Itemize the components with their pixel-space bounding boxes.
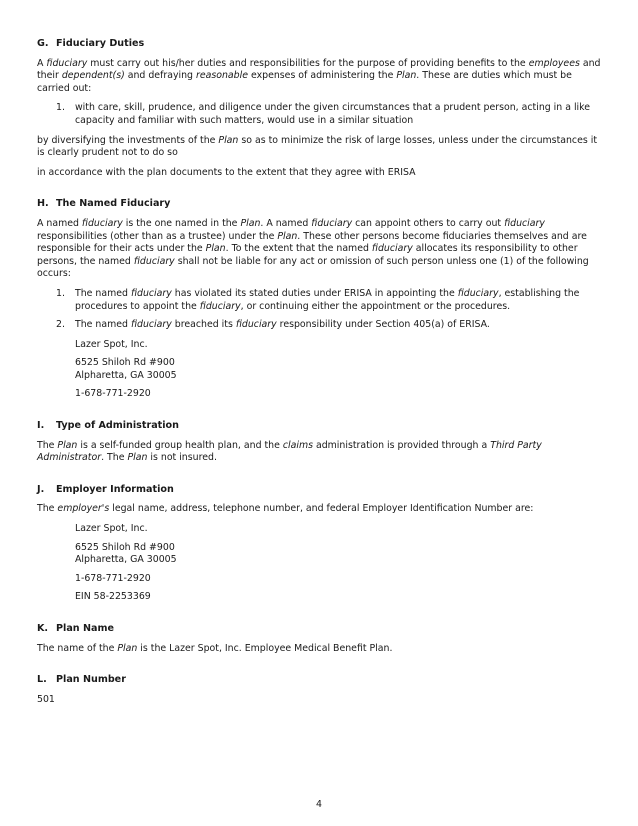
address: 6525 Shiloh Rd #900 Alpharetta, GA 30005 — [75, 541, 177, 566]
page-number: 4 — [316, 799, 322, 810]
section-heading: J. Employer Information — [37, 483, 174, 495]
list-item: 1. The named fiduciary has violated its stated duties under ERISA in appointing the fiduciary, establishing the procedures to appoint the fiduciary, or continuing either the appointment or the procedures. — [56, 287, 580, 312]
address-block — [75, 523, 601, 604]
paragraph: A named fiduciary is the one named in the Plan. A named fiduciary can appoint others to carry out fiduciary responsibilities (other than as a trustee) under the Plan. These other persons become fiduciaries themselves and are responsible for their acts under the Plan. To the extent that the named fiduciary allocates its responsibility to other persons, the named fiduciary shall not be liable for any act or omission of such person unless one (1) of the following occurs: — [37, 217, 589, 280]
address: 6525 Shiloh Rd #900 Alpharetta, GA 30005 — [75, 357, 177, 381]
list-item: 1. with care, skill, prudence, and diligence under the given circumstances that a prudent person, acting in a like capacity and familiar with such matters, would use in a similar situation — [56, 102, 591, 126]
paragraph: A fiduciary must carry out his/her duties and responsibilities for the purpose of providing benefits to the employees and their dependent(s) and defraying reasonable expenses of administering the Plan. These are duties which must be carried out: — [37, 57, 601, 94]
document-page — [37, 38, 601, 725]
section-heading: G. Fiduciary Duties — [37, 38, 145, 49]
plan-number-value: 501 — [37, 693, 55, 705]
company-name: Lazer Spot, Inc. — [75, 523, 148, 535]
numbered-list — [37, 288, 601, 332]
section-plan-number — [37, 674, 601, 706]
paragraph: The name of the Plan is the Lazer Spot, Inc. Employee Medical Benefit Plan. — [37, 642, 393, 654]
paragraph: The employer's legal name, address, telephone number, and federal Employer Identification Number are: — [37, 503, 534, 515]
paragraph: by diversifying the investments of the Plan so as to minimize the risk of large losses, unless under the circumstances it is clearly prudent not to do so — [37, 134, 597, 159]
section-heading: L. Plan Number — [37, 674, 126, 686]
paragraph: The Plan is a self-funded group health plan, and the claims administration is provided through a Third Party Administrator. The Plan is not insured. — [37, 439, 542, 464]
ein-number: EIN 58-2253369 — [75, 591, 151, 603]
address-block — [75, 339, 601, 401]
section-fiduciary-duties — [37, 38, 601, 179]
phone-number: 1-678-771-2920 — [75, 572, 151, 584]
section-plan-name — [37, 623, 601, 655]
company-name: Lazer Spot, Inc. — [75, 338, 148, 350]
section-type-of-administration — [37, 420, 601, 465]
paragraph: in accordance with the plan documents to the extent that they agree with ERISA — [37, 166, 416, 178]
list-item: 2. The named fiduciary breached its fiduciary responsibility under Section 405(a) of ERISA. — [56, 319, 490, 331]
section-heading: K. Plan Name — [37, 623, 114, 634]
phone-number: 1-678-771-2920 — [75, 388, 151, 400]
section-named-fiduciary — [37, 198, 601, 401]
section-heading: I. Type of Administration — [37, 420, 179, 432]
numbered-list — [37, 102, 601, 127]
section-heading: H. The Named Fiduciary — [37, 198, 171, 210]
section-employer-information — [37, 484, 601, 604]
